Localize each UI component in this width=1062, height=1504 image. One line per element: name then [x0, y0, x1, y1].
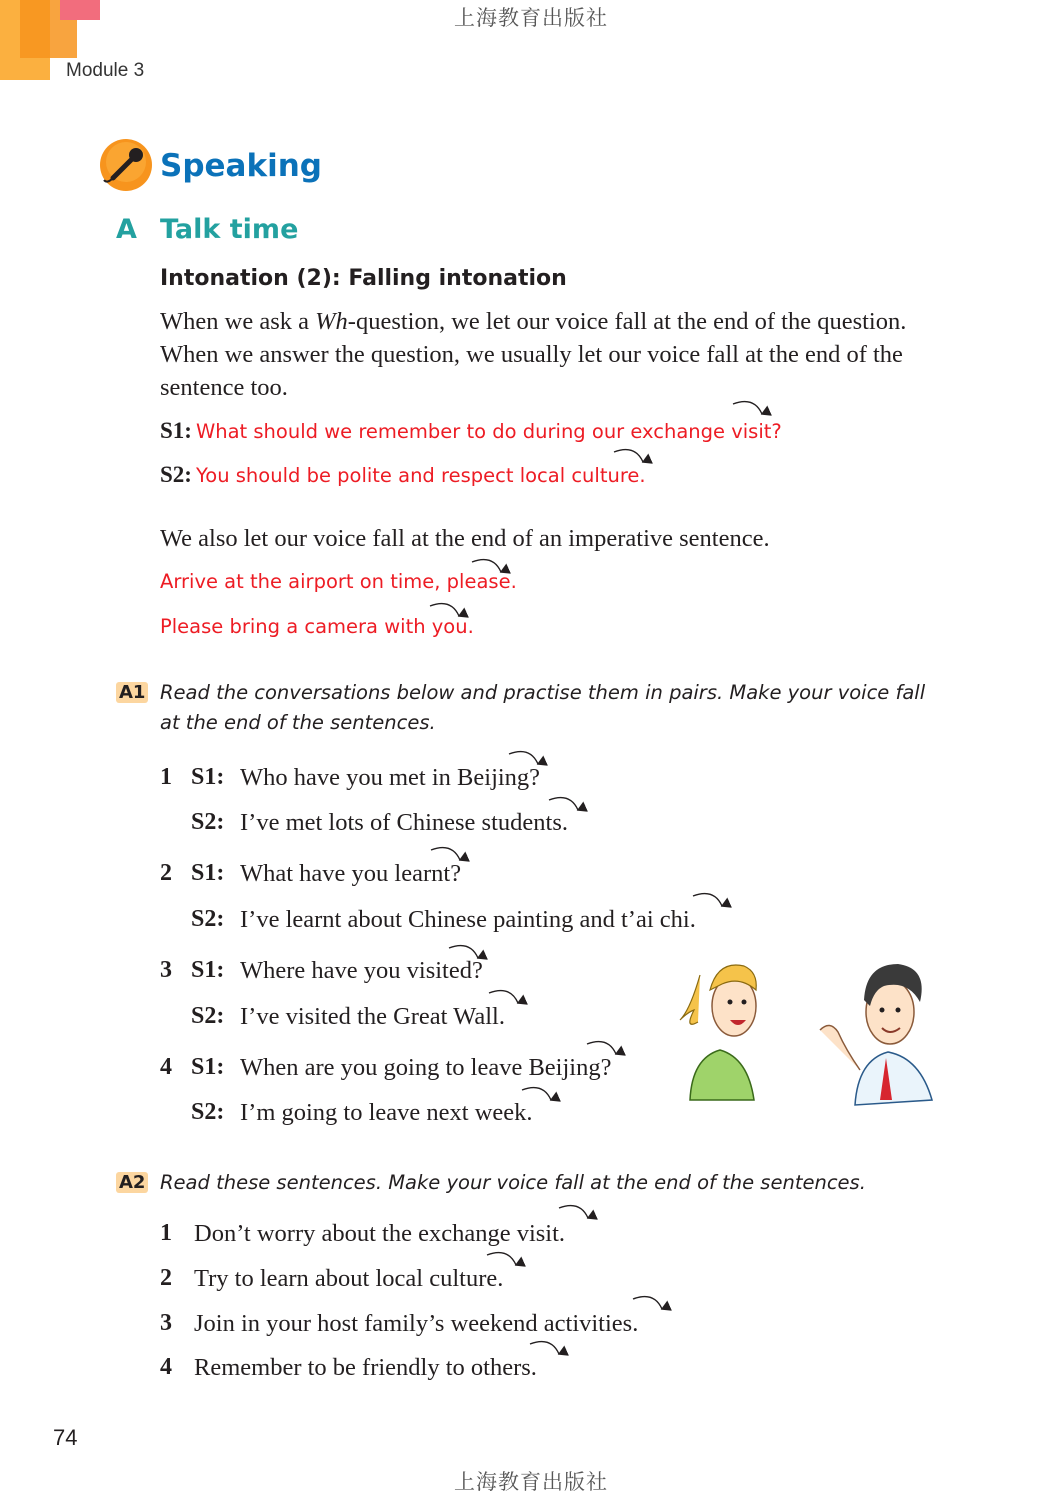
falling-arrow	[633, 1297, 662, 1309]
falling-arrow	[489, 991, 518, 1003]
conversation-number: 3	[160, 957, 172, 983]
falling-arrow	[487, 1253, 516, 1265]
conversation-number: 1	[160, 764, 172, 790]
conversation-line: What have you learnt?	[240, 860, 462, 887]
speaker-label: S2:	[191, 1099, 225, 1125]
falling-arrow	[614, 450, 643, 462]
conversation-line: I’ve learnt about Chinese painting and t’ai chi.	[240, 906, 696, 933]
falling-arrow	[530, 1342, 559, 1354]
example-s2: S2: You should be polite and respect local culture.	[160, 462, 646, 487]
sentence-text: Don’t worry about the exchange visit.	[194, 1220, 566, 1247]
speaker-label: S2:	[191, 1003, 225, 1029]
part-letter: A	[116, 214, 137, 245]
falling-arrow	[587, 1042, 616, 1054]
sentence-text: Join in your host family’s weekend activities.	[194, 1310, 639, 1337]
module-label: Module 3	[66, 60, 145, 81]
footer-publisher: 上海教育出版社	[454, 1470, 608, 1494]
falling-arrow	[431, 848, 460, 860]
sentence-text: Remember to be friendly to others.	[194, 1354, 537, 1381]
speaker-label: S1:	[191, 764, 225, 790]
falling-arrow	[559, 1206, 588, 1218]
speaker-label: S2:	[191, 809, 225, 835]
a2-badge: A2	[116, 1172, 148, 1193]
header-publisher: 上海教育出版社	[454, 6, 608, 30]
sentence-number: 4	[160, 1354, 172, 1380]
conversation-line: I’m going to leave next week.	[240, 1099, 533, 1126]
conversation-line: When are you going to leave Beijing?	[240, 1054, 612, 1081]
falling-arrow	[522, 1088, 551, 1100]
falling-arrow	[509, 752, 538, 764]
conversation-line: I’ve visited the Great Wall.	[240, 1003, 505, 1030]
a2-instruction: Read these sentences. Make your voice fall at the end of the sentences.	[160, 1171, 866, 1194]
speaker-label: S1:	[191, 860, 225, 886]
section-title: Speaking	[160, 148, 322, 184]
falling-arrow	[733, 402, 762, 414]
conversation-number: 4	[160, 1054, 172, 1080]
speaker-label: S1:	[191, 957, 225, 983]
speaker-label: S2:	[191, 906, 225, 932]
sentence-text: Try to learn about local culture.	[194, 1265, 504, 1292]
a1-instruction: Read the conversations below and practise them in pairs. Make your voice fall at the end of the sentences.	[160, 681, 926, 734]
sentence-number: 1	[160, 1220, 172, 1246]
imperative-paragraph: We also let our voice fall at the end of an imperative sentence.	[160, 525, 770, 552]
falling-arrow	[549, 798, 578, 810]
subheading: Intonation (2): Falling intonation	[160, 266, 567, 291]
part-title: Talk time	[160, 214, 299, 245]
conversation-line: Where have you visited?	[240, 957, 483, 984]
imperative-example-1: Arrive at the airport on time, please.	[160, 570, 517, 593]
intro-paragraph: When we ask a Wh-question, we let our voice fall at the end of the question. When we answer the question, we usually let our voice fall at the end of the sentence too.	[160, 308, 907, 401]
falling-arrow	[472, 560, 501, 572]
sentence-number: 3	[160, 1310, 172, 1336]
conversation-line: Who have you met in Beijing?	[240, 764, 541, 791]
conversation-number: 2	[160, 860, 172, 886]
falling-arrow	[430, 604, 459, 616]
falling-arrow	[449, 946, 478, 958]
imperative-example-2: Please bring a camera with you.	[160, 615, 474, 638]
speaker-label: S1:	[191, 1054, 225, 1080]
a1-badge: A1	[116, 682, 148, 703]
sentence-number: 2	[160, 1265, 172, 1291]
conversation-line: I’ve met lots of Chinese students.	[240, 809, 568, 836]
falling-arrow	[693, 894, 722, 906]
page-number: 74	[53, 1425, 78, 1450]
example-s1: S1: What should we remember to do during our exchange visit?	[160, 418, 782, 443]
